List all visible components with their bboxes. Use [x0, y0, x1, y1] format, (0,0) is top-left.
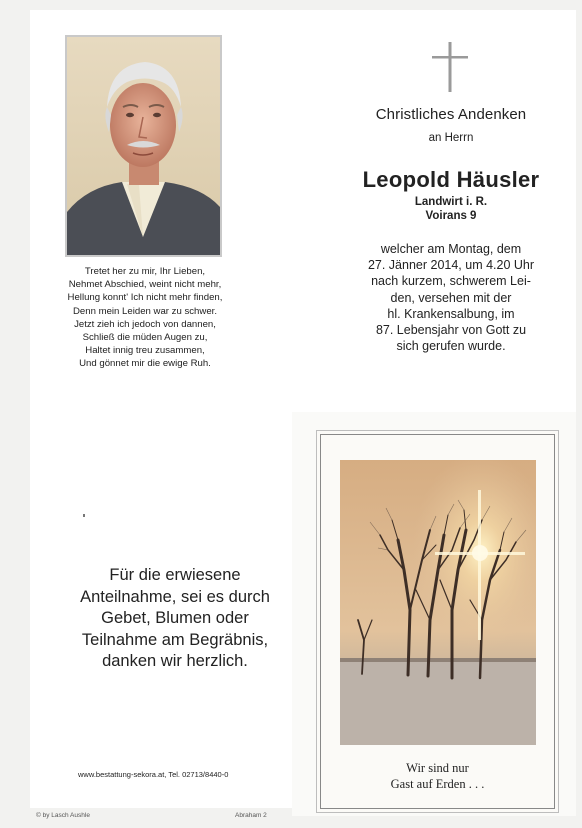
biography-line: hl. Krankensalbung, im: [387, 306, 515, 321]
biography-line: den, versehen mit der: [390, 290, 512, 305]
occupation: Landwirt i. R.: [414, 196, 488, 208]
cross-icon: [432, 42, 468, 92]
poem-line: Haltet innig treu zusammen,: [85, 345, 205, 357]
mark: [83, 514, 85, 517]
biography-line: 27. Jänner 2014, um 4.20 Uhr: [367, 258, 535, 273]
poem-line: Und gönnet mir die ewige Ruh.: [79, 358, 211, 370]
biography-line: 87. Lebensjahr von Gott zu: [375, 323, 527, 338]
portrait-image: [67, 37, 220, 255]
poem-line: Jetzt zieh ich jedoch von dannen,: [74, 318, 216, 330]
poem-line: Denn mein Leiden war zu schwer.: [73, 305, 217, 317]
verse: [316, 760, 559, 792]
salutation: an Herrn: [428, 132, 474, 144]
landscape-photo: [340, 460, 536, 745]
address: Voirans 9: [425, 210, 477, 222]
funeral-home-contact: www.bestattung-sekora.at, Tel. 02713/8440-0: [78, 770, 229, 779]
thanks-message: [80, 565, 270, 673]
image-reference: Abraham 2: [235, 812, 267, 819]
poem-line: Hellung konnt' Ich nicht mehr finden,: [67, 292, 223, 304]
thanks-line: Anteilnahme, sei es durch: [80, 587, 270, 606]
copyright-note: © by Lasch Aushle: [36, 812, 90, 819]
biography-line: nach kurzem, schwerem Lei-: [371, 274, 531, 289]
trees-sunrise-image: [340, 460, 536, 745]
thanks-line: Teilnahme am Begräbnis,: [81, 630, 269, 649]
biography-line: welcher am Montag, dem: [380, 242, 522, 256]
thanks-line: Für die erwiesene: [109, 566, 241, 584]
portrait-photo: [65, 35, 222, 257]
heading: Christliches Andenken: [375, 106, 527, 123]
deceased-name: Leopold Häusler: [362, 167, 540, 192]
thanks-line: Gebet, Blumen oder: [101, 609, 249, 627]
verse-line: Gast auf Erden . . .: [390, 777, 485, 791]
poem-line: Schließ die müden Augen zu,: [82, 332, 208, 344]
thanks-line: danken wir herzlich.: [102, 652, 248, 670]
poem-line: Tretet her zu mir, Ihr Lieben,: [84, 266, 206, 277]
poem: [40, 265, 250, 371]
poem-line: Nehmet Abschied, weint nicht mehr,: [68, 279, 222, 291]
verse-line: Wir sind nur: [406, 761, 469, 775]
biography: [292, 241, 582, 354]
biography-line: sich gerufen wurde.: [396, 339, 506, 354]
